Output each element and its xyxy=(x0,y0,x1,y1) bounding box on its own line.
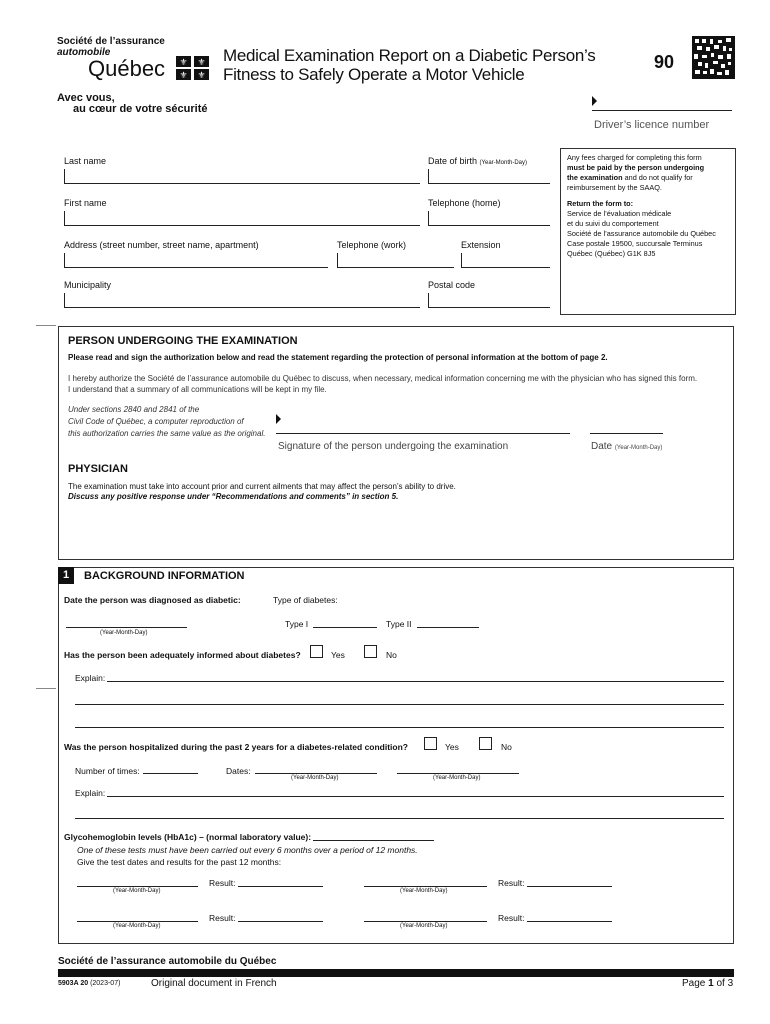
type-1-label: Type I xyxy=(285,619,309,629)
dob-label xyxy=(428,156,527,166)
type-1-field[interactable] xyxy=(313,627,377,628)
test-date-format: (Year-Month-Day) xyxy=(400,923,448,929)
form-code-number: 5903A 20 xyxy=(58,980,89,987)
authorization-line-2: I understand that a summary of all communications will be kept in my file. xyxy=(68,385,327,394)
footer-rule xyxy=(58,969,734,977)
hosp-date-format-1: (Year-Month-Day) xyxy=(291,775,339,781)
result-label: Result: xyxy=(209,878,236,888)
result-field[interactable] xyxy=(238,921,323,922)
return-address-line-5: Québec (Québec) G1K 8J5 xyxy=(567,249,656,258)
return-address-line-1: Service de l’évaluation médicale xyxy=(567,209,672,218)
last-name-input[interactable] xyxy=(64,169,420,184)
form-title xyxy=(223,46,595,84)
fees-line-3b: and do not qualify for xyxy=(622,173,693,182)
dob-input[interactable] xyxy=(428,169,550,184)
diagnosis-label: Date the person was diagnosed as diabetic: xyxy=(64,595,241,605)
diagnosis-date-format: (Year-Month-Day) xyxy=(100,630,148,636)
fees-notice xyxy=(567,153,733,259)
test-date-field[interactable] xyxy=(77,921,198,922)
result-field[interactable] xyxy=(527,886,612,887)
signature-field[interactable] xyxy=(276,433,570,434)
return-address-line-3: Société de l’assurance automobile du Québec xyxy=(567,229,716,238)
explain-line-2[interactable] xyxy=(75,704,724,705)
last-name-label: Last name xyxy=(64,156,107,166)
datamatrix-code xyxy=(692,36,735,79)
org-line-2: automobile xyxy=(57,47,111,58)
person-heading: PERSON UNDERGOING THE EXAMINATION xyxy=(68,335,298,347)
informed-yes-checkbox[interactable] xyxy=(310,645,323,658)
test-date-field[interactable] xyxy=(364,921,487,922)
form-number: 90 xyxy=(654,52,675,72)
fees-info-box xyxy=(560,148,736,315)
hosp-date-field-1[interactable] xyxy=(255,773,377,774)
hba1c-normal-field[interactable] xyxy=(313,840,434,841)
form-title-line-2: Fitness to Safely Operate a Motor Vehicle xyxy=(223,65,525,84)
page-prefix: Page xyxy=(682,978,709,989)
municipality-label: Municipality xyxy=(64,280,112,290)
fold-mark xyxy=(36,325,56,326)
dates-label: Dates: xyxy=(226,766,251,776)
address-label: Address (street number, street name, apartment) xyxy=(64,240,259,250)
physician-line-1: The examination must take into account prior and current ailments that may affect the person’s ability to drive. xyxy=(68,482,456,491)
return-address-line-2: et du suivi du comportement xyxy=(567,219,659,228)
civil-code-note xyxy=(68,404,265,440)
person-instructions: Please read and sign the authorization below and read the statement regarding the protection of personal information at the bottom of page 2. xyxy=(68,353,608,362)
page-total: of 3 xyxy=(713,978,734,989)
result-label: Result: xyxy=(209,913,236,923)
authorization-line-1: I hereby authorize the Société de l’assurance automobile du Québec to discuss, when necessary, medical information concerning me with the physician who has signed this form. xyxy=(68,374,698,383)
section-number: 1 xyxy=(58,567,74,584)
quebec-wordmark: Québec xyxy=(88,56,166,81)
signature-date-text: Date xyxy=(591,441,613,452)
drivers-licence-label: Driver’s licence number xyxy=(594,119,710,131)
diagnosis-date-field[interactable] xyxy=(66,627,187,628)
diabetes-type-label: Type of diabetes: xyxy=(273,595,338,605)
page-indicator xyxy=(682,978,733,989)
hospitalized-yes-checkbox[interactable] xyxy=(424,737,437,750)
physician-heading: PHYSICIAN xyxy=(68,463,128,475)
hospitalized-no-checkbox[interactable] xyxy=(479,737,492,750)
test-date-field[interactable] xyxy=(364,886,487,887)
informed-no-label: No xyxy=(386,650,397,660)
civil-code-line-1: Under sections 2840 and 2841 of the xyxy=(68,405,200,414)
slogan-line-1: Avec vous, xyxy=(57,92,115,104)
fees-line-3a: the examination xyxy=(567,173,623,182)
svg-text:⚜: ⚜ xyxy=(179,58,188,68)
physician-line-2: Discuss any positive response under “Recommendations and comments” in section 5. xyxy=(68,492,399,501)
svg-text:⚜: ⚜ xyxy=(197,71,206,80)
test-date-format: (Year-Month-Day) xyxy=(113,923,161,929)
authorization-text xyxy=(68,373,697,395)
explain-label: Explain: xyxy=(75,673,106,683)
postal-code-input[interactable] xyxy=(428,293,550,308)
form-title-line-1: Medical Examination Report on a Diabetic Person’s xyxy=(223,46,596,65)
hosp-date-format-2: (Year-Month-Day) xyxy=(433,775,481,781)
civil-code-line-3: this authorization carries the same value as the original. xyxy=(68,429,266,438)
test-date-format: (Year-Month-Day) xyxy=(113,888,161,894)
municipality-input[interactable] xyxy=(64,293,420,308)
signature-date-label xyxy=(591,441,662,452)
result-field[interactable] xyxy=(527,921,612,922)
tel-home-input[interactable] xyxy=(428,211,550,226)
type-2-field[interactable] xyxy=(417,627,479,628)
dob-label-text: Date of birth xyxy=(428,156,478,166)
footer-org: Société de l’assurance automobile du Québec xyxy=(58,956,277,967)
fees-line-4: reimbursement by the SAAQ. xyxy=(567,183,662,192)
signature-date-field[interactable] xyxy=(590,433,663,434)
signature-label: Signature of the person undergoing the examination xyxy=(278,441,509,452)
drivers-licence-field[interactable] xyxy=(592,110,732,111)
return-heading: Return the form to: xyxy=(567,199,634,208)
signature-marker-icon xyxy=(276,414,281,424)
hospitalized-yes-label: Yes xyxy=(445,742,459,752)
test-date-format: (Year-Month-Day) xyxy=(400,888,448,894)
address-input[interactable] xyxy=(64,253,328,268)
fold-mark xyxy=(36,688,56,689)
result-field[interactable] xyxy=(238,886,323,887)
first-name-input[interactable] xyxy=(64,211,420,226)
hosp-date-field-2[interactable] xyxy=(397,773,519,774)
org-name xyxy=(57,36,165,58)
civil-code-line-2: Civil Code of Québec, a computer reproduction of xyxy=(68,417,244,426)
explain-line-3[interactable] xyxy=(75,727,724,728)
org-line-1: Société de l’assurance xyxy=(57,36,165,47)
extension-label: Extension xyxy=(461,240,501,250)
original-language-note: Original document in French xyxy=(151,978,277,989)
informed-yes-label: Yes xyxy=(331,650,345,660)
hosp-explain-line-1[interactable] xyxy=(107,796,724,797)
hospitalized-question: Was the person hospitalized during the past 2 years for a diabetes-related condition? xyxy=(64,742,408,752)
hospitalized-no-label: No xyxy=(501,742,512,752)
tests-note: One of these tests must have been carried out every 6 months over a period of 12 months. xyxy=(77,845,418,855)
tel-work-label: Telephone (work) xyxy=(337,240,407,250)
dob-format: (Year-Month-Day) xyxy=(479,160,528,166)
return-address-line-4: Case postale 19500, succursale Terminus xyxy=(567,239,703,248)
fees-line-1: Any fees charged for completing this form xyxy=(567,153,702,162)
hosp-explain-line-2[interactable] xyxy=(75,818,724,819)
first-name-label: First name xyxy=(64,198,107,208)
fees-line-2: must be paid by the person undergoing xyxy=(567,163,705,172)
extension-input[interactable] xyxy=(461,253,550,268)
signature-date-format: (Year-Month-Day) xyxy=(614,445,663,451)
result-label: Result: xyxy=(498,913,525,923)
explain-line-1[interactable] xyxy=(107,681,724,682)
tests-instructions: Give the test dates and results for the past 12 months: xyxy=(77,857,282,867)
type-2-label: Type II xyxy=(386,619,412,629)
physician-text xyxy=(68,482,456,502)
postal-code-label: Postal code xyxy=(428,280,476,290)
svg-text:⚜: ⚜ xyxy=(179,71,188,80)
tel-work-input[interactable] xyxy=(337,253,454,268)
informed-question: Has the person been adequately informed about diabetes? xyxy=(64,650,301,660)
svg-text:⚜: ⚜ xyxy=(197,58,206,68)
slogan xyxy=(57,93,208,115)
hosp-explain-label: Explain: xyxy=(75,788,106,798)
form-code-date: (2023-07) xyxy=(90,980,121,987)
times-field[interactable] xyxy=(143,773,198,774)
result-label: Result: xyxy=(498,878,525,888)
licence-marker-icon xyxy=(592,96,597,106)
quebec-flag-icon xyxy=(176,56,209,80)
informed-no-checkbox[interactable] xyxy=(364,645,377,658)
form-code xyxy=(58,980,120,987)
section-heading: BACKGROUND INFORMATION xyxy=(84,570,245,582)
slogan-line-2: au cœur de votre sécurité xyxy=(73,103,208,115)
times-label: Number of times: xyxy=(75,766,140,776)
hba1c-label: Glycohemoglobin levels (HbA1c) – (normal laboratory value): xyxy=(64,832,312,842)
page-number: 1 xyxy=(708,978,714,989)
tel-home-label: Telephone (home) xyxy=(428,198,501,208)
test-date-field[interactable] xyxy=(77,886,198,887)
